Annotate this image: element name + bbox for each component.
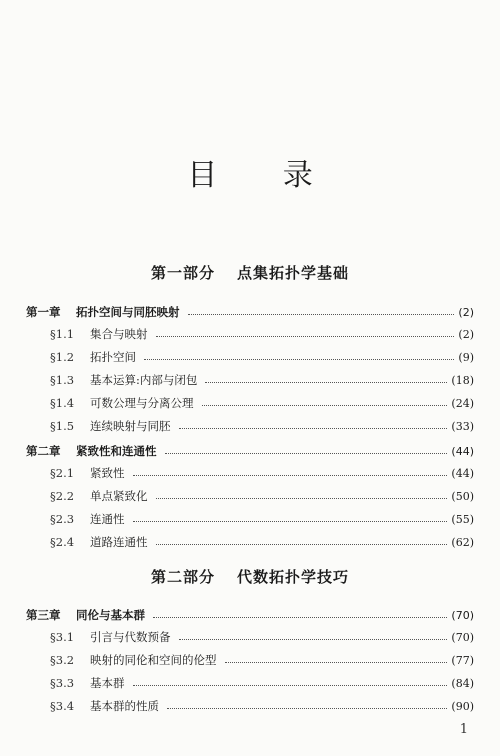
section-number: §1.3 <box>50 373 75 387</box>
toc-entry-section-2-1[interactable] <box>50 462 474 484</box>
toc-entry-section-3-1[interactable] <box>50 626 474 648</box>
page-number: (18) <box>451 373 474 387</box>
section-number: §3.2 <box>50 653 75 667</box>
section-number: §2.4 <box>50 535 75 549</box>
page-number: (9) <box>458 350 474 364</box>
section-title: 可数公理与分离公理 <box>90 396 194 410</box>
page-number: (62) <box>451 535 474 549</box>
page-number: (2) <box>458 305 474 319</box>
section-number: §3.1 <box>50 630 75 644</box>
dot-leader <box>133 521 448 522</box>
page-number: (44) <box>451 466 474 480</box>
page-folio: 1 <box>459 722 468 737</box>
section-number: §2.2 <box>50 489 75 503</box>
page-number: (33) <box>451 419 474 433</box>
part-number: 第二部分 <box>150 568 215 586</box>
dot-leader <box>133 685 448 686</box>
dot-leader <box>179 428 448 429</box>
section-number: §3.3 <box>50 676 75 690</box>
chapter-title: 拓扑空间与同胚映射 <box>76 305 180 319</box>
toc-entry-chapter-3[interactable] <box>26 604 474 626</box>
part-title: 点集拓扑学基础 <box>237 264 350 282</box>
chapter-number: 第一章 <box>26 305 61 319</box>
dot-leader <box>156 336 455 337</box>
dot-leader <box>167 708 447 709</box>
toc-entry-section-3-4[interactable] <box>50 695 474 717</box>
toc-entry-section-3-3[interactable] <box>50 672 474 694</box>
section-title: 引言与代数预备 <box>90 630 171 644</box>
page-number: (90) <box>451 699 474 713</box>
chapter-number: 第二章 <box>26 444 61 458</box>
toc-entry-chapter-1[interactable] <box>26 301 474 323</box>
section-title: 映射的同伦和空间的伦型 <box>90 653 217 667</box>
part-heading-1 <box>0 262 500 283</box>
page-number: (44) <box>451 444 474 458</box>
part-title: 代数拓扑学技巧 <box>237 568 350 586</box>
dot-leader <box>133 475 448 476</box>
toc-entry-chapter-2[interactable] <box>26 440 474 462</box>
page-number: (24) <box>451 396 474 410</box>
section-title: 连续映射与同胚 <box>90 419 171 433</box>
dot-leader <box>225 662 448 663</box>
toc-entry-section-2-4[interactable] <box>50 531 474 553</box>
section-title: 道路连通性 <box>90 535 148 549</box>
dot-leader <box>179 639 448 640</box>
page-number: (70) <box>451 630 474 644</box>
toc-entry-section-1-3[interactable] <box>50 369 474 391</box>
section-title: 拓扑空间 <box>90 350 136 364</box>
section-title: 集合与映射 <box>90 327 148 341</box>
section-title: 基本群的性质 <box>90 699 159 713</box>
page-number: (84) <box>451 676 474 690</box>
page-number: (50) <box>451 489 474 503</box>
part-number: 第一部分 <box>150 264 215 282</box>
page-number: (77) <box>451 653 474 667</box>
section-number: §1.5 <box>50 419 75 433</box>
page-number: (55) <box>451 512 474 526</box>
dot-leader <box>153 617 447 618</box>
section-title: 基本群 <box>90 676 125 690</box>
toc-entry-section-1-5[interactable] <box>50 415 474 437</box>
toc-entry-section-1-1[interactable] <box>50 323 474 345</box>
chapter-number: 第三章 <box>26 608 61 622</box>
section-title: 紧致性 <box>90 466 125 480</box>
page-number: (2) <box>458 327 474 341</box>
section-number: §2.3 <box>50 512 75 526</box>
section-title: 基本运算:内部与闭包 <box>90 373 198 387</box>
toc-entry-section-2-3[interactable] <box>50 508 474 530</box>
part-heading-2 <box>0 566 500 587</box>
section-number: §1.2 <box>50 350 75 364</box>
toc-entry-section-2-2[interactable] <box>50 485 474 507</box>
section-title: 单点紧致化 <box>90 489 148 503</box>
toc-entry-section-3-2[interactable] <box>50 649 474 671</box>
dot-leader <box>202 405 448 406</box>
section-number: §1.4 <box>50 396 75 410</box>
dot-leader <box>144 359 454 360</box>
chapter-title: 紧致性和连通性 <box>76 444 157 458</box>
page-number: (70) <box>451 608 474 622</box>
page-title: 目 录 <box>187 158 341 193</box>
dot-leader <box>156 544 448 545</box>
section-number: §2.1 <box>50 466 75 480</box>
section-title: 连通性 <box>90 512 125 526</box>
dot-leader <box>205 382 447 383</box>
toc-entry-section-1-4[interactable] <box>50 392 474 414</box>
dot-leader <box>156 498 448 499</box>
dot-leader <box>165 453 448 454</box>
section-number: §3.4 <box>50 699 75 713</box>
chapter-title: 同伦与基本群 <box>76 608 145 622</box>
section-number: §1.1 <box>50 327 75 341</box>
dot-leader <box>188 314 455 315</box>
toc-entry-section-1-2[interactable] <box>50 346 474 368</box>
